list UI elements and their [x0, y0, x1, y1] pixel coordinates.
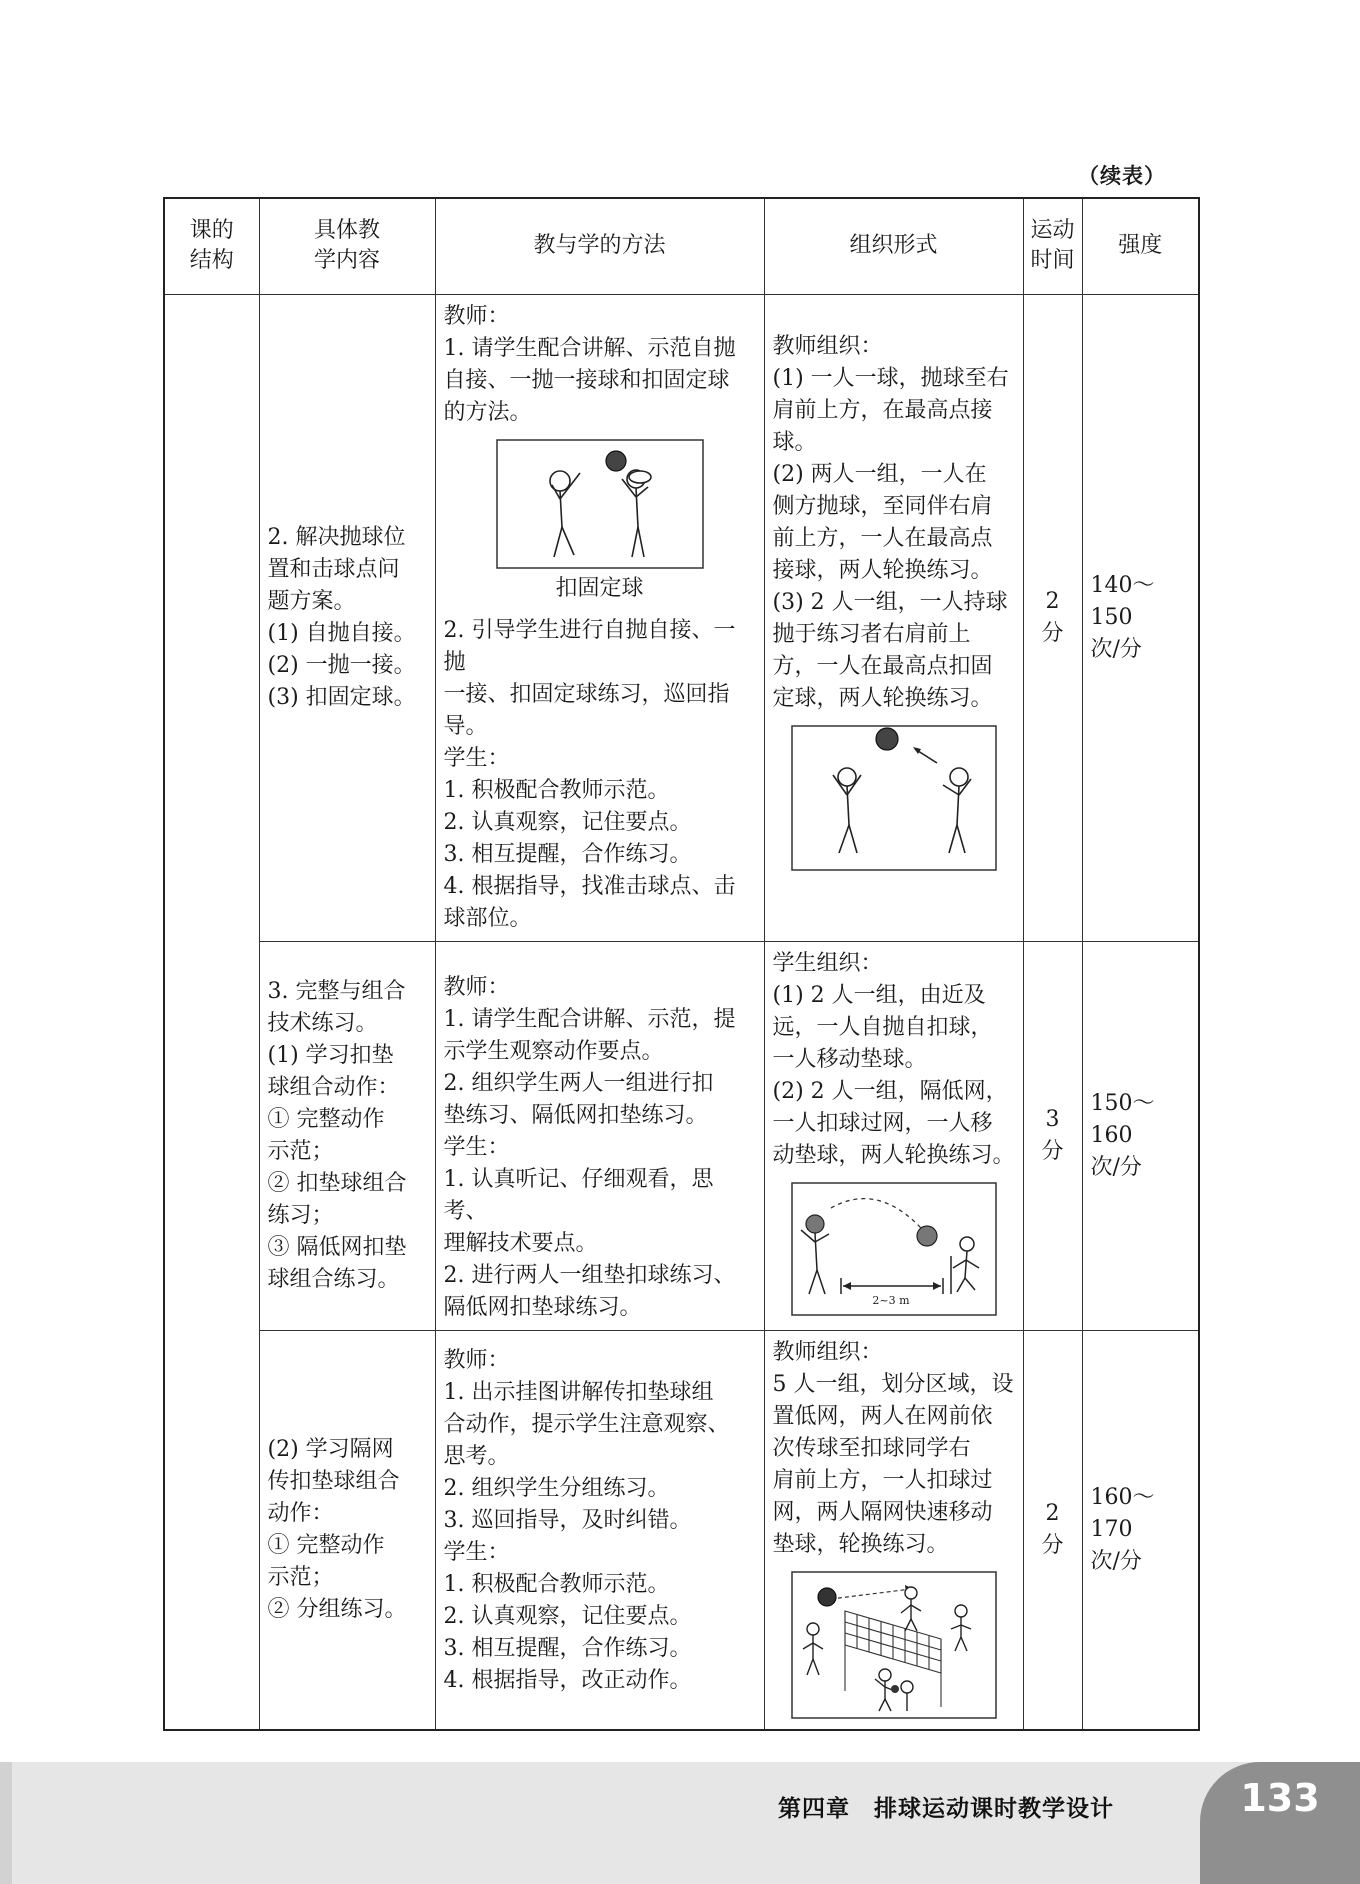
table-header-row: [164, 198, 1199, 294]
net-pass-spike-dig-illustration: [791, 1571, 997, 1719]
intensity-cell: 160～170 次/分: [1082, 1330, 1199, 1730]
structure-cell: [164, 294, 259, 1730]
organization-cell: 教师组织： (1) 一人一球，抛球至右 肩前上方，在最高点接球。 (2) 两人一组，一人在 侧方抛球，至同伴右肩 前上方，一人在最高点 接球，两人轮换练习。 (3) 2 人一组，一人持球 抛于练习者右肩前上 方，一人在最高点扣固 定球，两人轮换练习。: [764, 294, 1023, 941]
method-cell: 教师： 1. 请学生配合讲解、示范自抛 自接、一抛一接球和扣固定球 的方法。 扣固定球 2. 引导学生进行自抛自接、一抛 一接、扣固定球练习，巡回指导。 学生： 1. 积极配合教师示范。 2. 认真观察，记住要点。 3. 相互提醒，合作练习。 4. 根据指导，找准击球点、击 球部位。: [435, 294, 764, 941]
lesson-plan-table: [163, 197, 1200, 1731]
organization-cell: 学生组织： (1) 2 人一组，由近及 远，一人自抛自扣球， 一人移动垫球。 (2) 2 人一组，隔低网， 一人扣球过网，一人移 动垫球，两人轮换练习。 2~3 m: [764, 941, 1023, 1330]
content-cell: 3. 完整与组合 技术练习。 (1) 学习扣垫 球组合动作： ① 完整动作 示范； ② 扣垫球组合 练习； ③ 隔低网扣垫 球组合练习。: [259, 941, 435, 1330]
time-cell: 2 分: [1023, 1330, 1082, 1730]
content-cell: (2) 学习隔网 传扣垫球组合 动作： ① 完整动作 示范； ② 分组练习。: [259, 1330, 435, 1730]
time-cell: 2 分: [1023, 294, 1082, 941]
organization-cell: 教师组织： 5 人一组，划分区域，设 置低网，两人在网前依 次传球至扣球同学右 肩前上方，一人扣球过 网，两人隔网快速移动 垫球，轮换练习。: [764, 1330, 1023, 1730]
figure-caption: 扣固定球: [555, 575, 644, 601]
header-intensity: 强度: [1082, 198, 1199, 294]
page-number: 133: [1240, 1776, 1320, 1820]
header-structure: 课的 结构: [164, 198, 259, 294]
method-cell: 教师： 1. 出示挂图讲解传扣垫球组 合动作，提示学生注意观察、 思考。 2. 组织学生分组练习。 3. 巡回指导，及时纠错。 学生： 1. 积极配合教师示范。 2. 认真观察，记住要点。 3. 相互提醒，合作练习。 4. 根据指导，改正动作。: [435, 1330, 764, 1730]
spike-dig-distance-illustration: [791, 1182, 997, 1316]
table-row: [164, 941, 1199, 1330]
header-organization: 组织形式: [764, 198, 1023, 294]
footer-band: [0, 1762, 1360, 1884]
header-time: 运动 时间: [1023, 198, 1082, 294]
header-method: 教与学的方法: [435, 198, 764, 294]
chapter-title: 第四章 排球运动课时教学设计: [778, 1796, 1114, 1822]
continued-label: （续表）: [1078, 164, 1166, 188]
method-cell: 教师： 1. 请学生配合讲解、示范，提 示学生观察动作要点。 2. 组织学生两人一组进行扣 垫练习、隔低网扣垫练习。 学生： 1. 认真听记、仔细观看，思考、 理解技术要点。 2. 进行两人一组垫扣球练习、 隔低网扣垫球练习。: [435, 941, 764, 1330]
intensity-cell: 140～150 次/分: [1082, 294, 1199, 941]
table-row: [164, 294, 1199, 941]
distance-label: 2~3 m: [871, 1293, 910, 1307]
intensity-cell: 150～160 次/分: [1082, 941, 1199, 1330]
content-cell: 2. 解决抛球位 置和击球点问 题方案。 (1) 自抛自接。 (2) 一抛一接。 (3) 扣固定球。: [259, 294, 435, 941]
time-cell: 3 分: [1023, 941, 1082, 1330]
toss-and-spike-pair-illustration: [791, 725, 997, 871]
table-row: [164, 1330, 1199, 1730]
header-content: 具体教 学内容: [259, 198, 435, 294]
footer-edge: [0, 1762, 12, 1884]
spike-fixed-ball-illustration: [496, 439, 704, 569]
